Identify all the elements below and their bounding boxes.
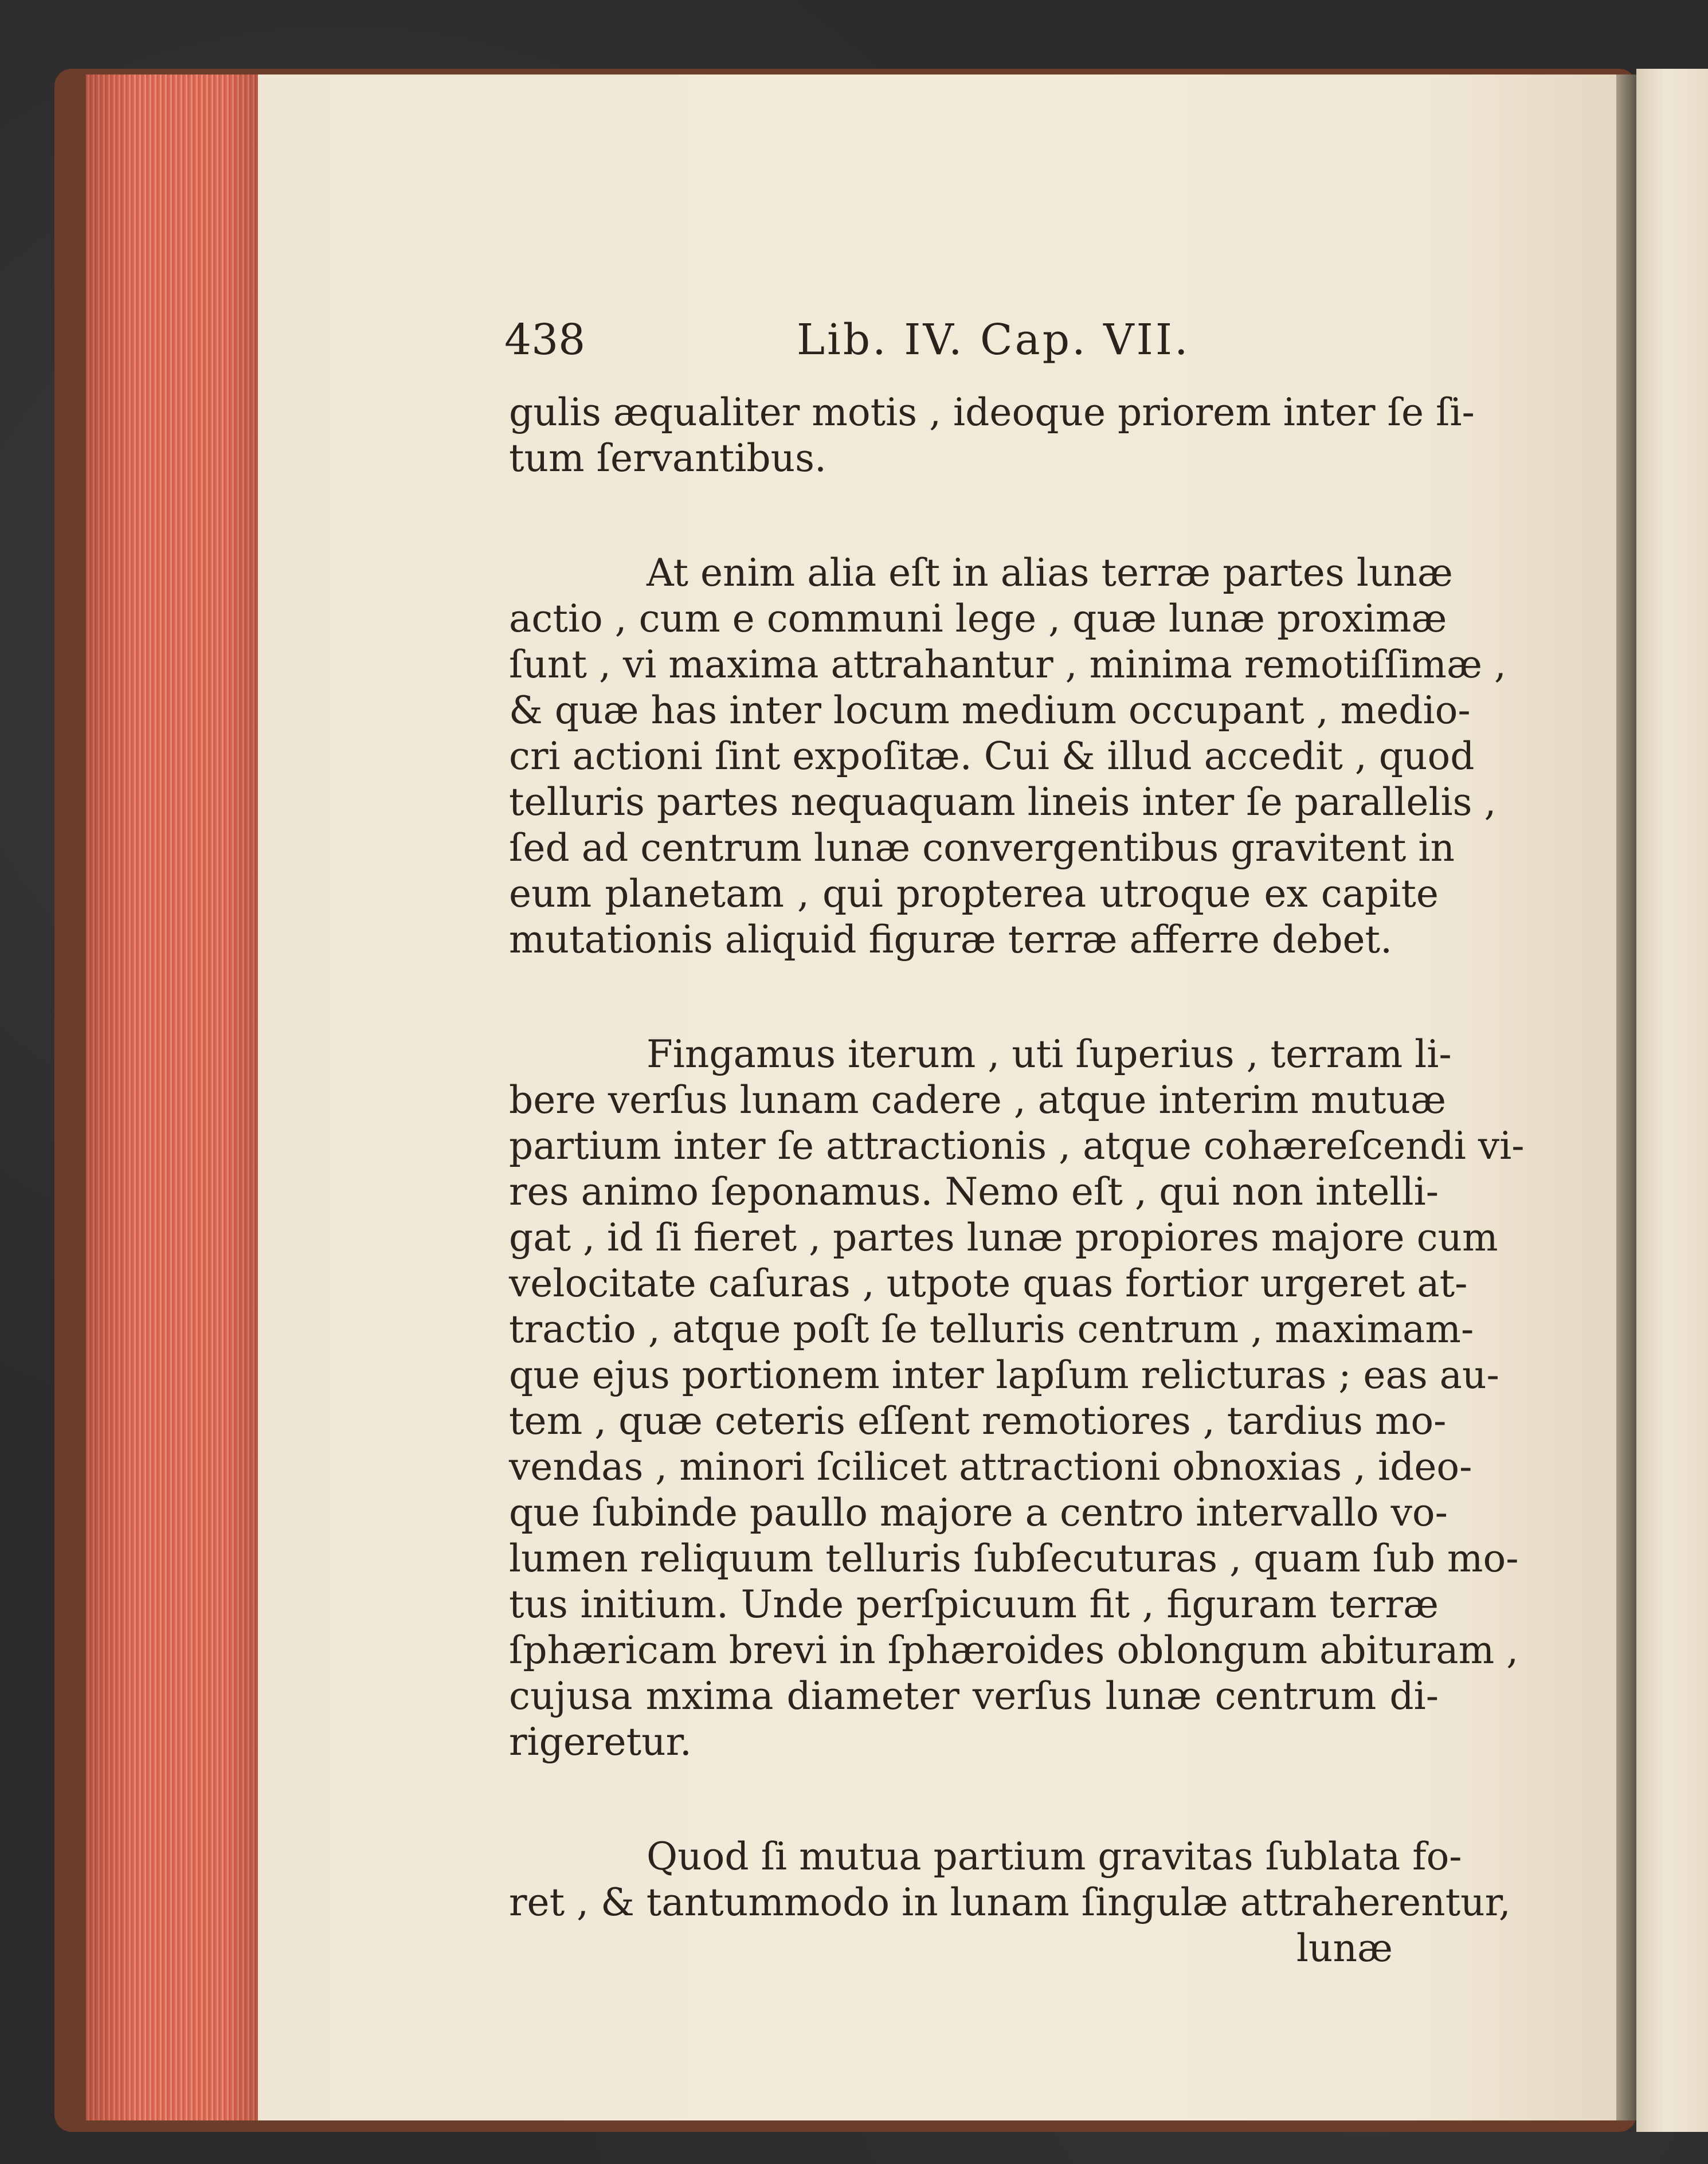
- catchword: lunæ: [1296, 1926, 1393, 1970]
- text-line: vendas , minori ſcilicet attractioni obnoxias , ideo-: [509, 1445, 1472, 1489]
- text-line: bere verſus lunam cadere , atque interim mutuæ: [509, 1078, 1447, 1122]
- text-line: Fingamus iterum , uti ſuperius , terram li-: [647, 1032, 1452, 1076]
- text-line: gat , id ſi fieret , partes lunæ propiores majore cum: [509, 1216, 1498, 1260]
- text-line: ſunt , vi maxima attrahantur , minima remotiſſimæ ,: [509, 642, 1506, 687]
- page-edge-shading: [86, 75, 258, 2120]
- facing-page-edge: [1636, 69, 1708, 2132]
- text-line: tum ſervantibus.: [509, 436, 827, 480]
- running-head: [504, 314, 1444, 366]
- text-line: partium inter ſe attractionis , atque cohæreſcendi vi-: [509, 1124, 1525, 1168]
- text-line: tem , quæ ceteris eſſent remotiores , tardius mo-: [509, 1399, 1447, 1443]
- text-line: At enim alia eſt in alias terræ partes lunæ: [647, 551, 1453, 595]
- text-line: tus initium. Unde perſpicuum fit , figuram terræ: [509, 1582, 1439, 1626]
- text-line: rigeretur.: [509, 1720, 692, 1764]
- text-line: lumen reliquum telluris ſubſecuturas , quam ſub mo-: [509, 1536, 1519, 1581]
- text-line: velocitate caſuras , utpote quas fortior urgeret at-: [509, 1261, 1468, 1306]
- text-line: ſphæricam brevi in ſphæroides oblongum abituram ,: [509, 1628, 1519, 1672]
- text-line: mutationis aliquid figuræ terræ afferre debet.: [509, 918, 1393, 962]
- text-line: eum planetam , qui propterea utroque ex capite: [509, 872, 1439, 916]
- text-line: ret , & tantummodo in lunam ſingulæ attraherentur,: [509, 1880, 1511, 1924]
- text-line: res animo ſeponamus. Nemo eſt , qui non intelli-: [509, 1170, 1439, 1214]
- paragraph: [509, 550, 1506, 963]
- running-title: Lib. IV. Cap. VII.: [797, 315, 1190, 364]
- body-text: [509, 390, 1525, 1971]
- paragraph: [509, 1032, 1525, 1765]
- paragraph: [509, 1834, 1511, 1926]
- paragraph: [509, 390, 1475, 481]
- text-line: tractio , atque poſt ſe telluris centrum , maximam-: [509, 1307, 1474, 1351]
- text-line: que ejus portionem inter lapſum relicturas ; eas au-: [509, 1353, 1499, 1397]
- text-line: gulis æqualiter motis , ideoque priorem inter ſe ſi-: [509, 390, 1475, 434]
- text-line: cujusa mxima diameter verſus lunæ centrum di-: [509, 1674, 1439, 1718]
- text-line: actio , cum e communi lege , quæ lunæ proximæ: [509, 597, 1447, 641]
- text-line: ſed ad centrum lunæ convergentibus gravitent in: [509, 826, 1455, 870]
- book-gutter: [1616, 75, 1636, 2120]
- text-line: cri actioni ſint expoſitæ. Cui & illud accedit , quod: [509, 734, 1475, 778]
- text-line: & quæ has inter locum medium occupant , medio-: [509, 688, 1471, 732]
- page-number: 438: [504, 315, 586, 364]
- text-line: Quod ſi mutua partium gravitas ſublata fo-: [647, 1834, 1462, 1879]
- text-line: que ſubinde paullo majore a centro intervallo vo-: [509, 1491, 1448, 1535]
- text-line: telluris partes nequaquam lineis inter ſe parallelis ,: [509, 780, 1497, 824]
